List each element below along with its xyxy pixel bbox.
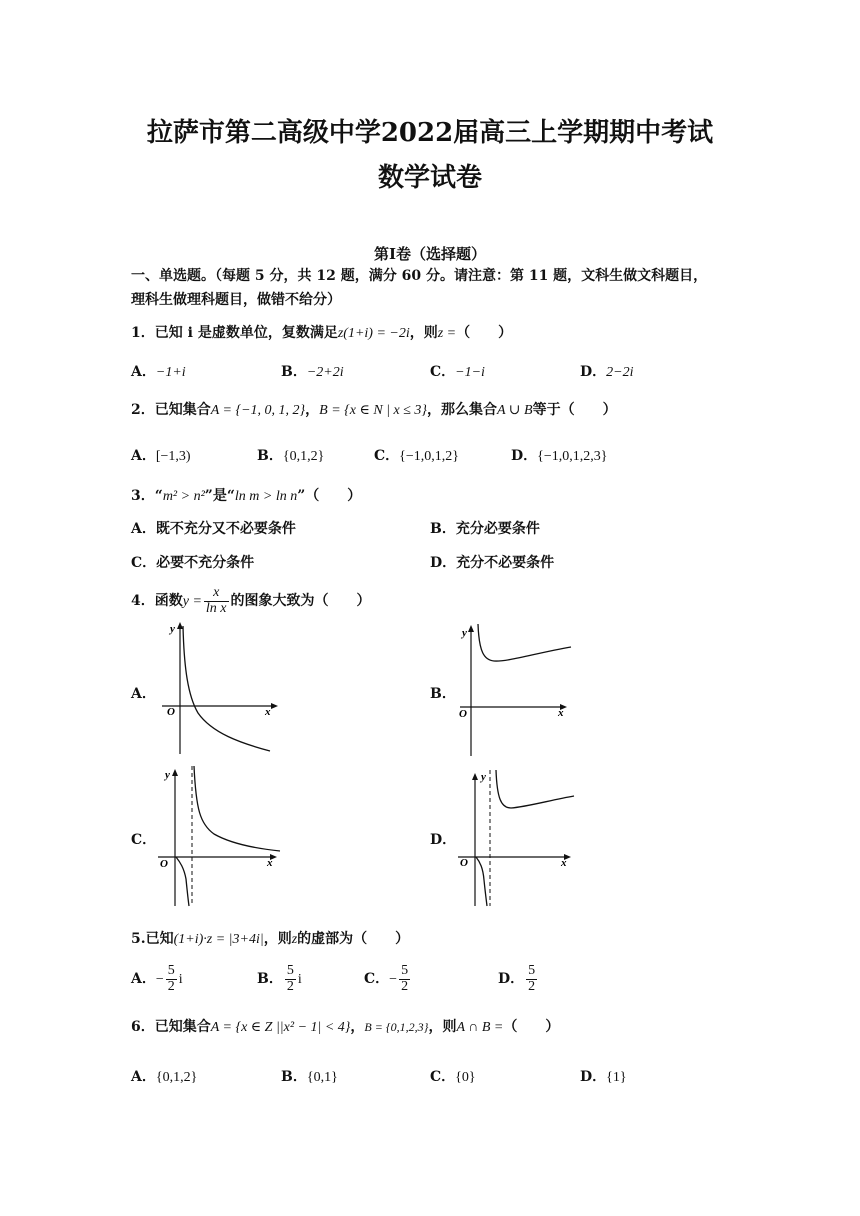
- option-d[interactable]: [498, 964, 539, 994]
- fraction-numerator: 5: [528, 963, 536, 978]
- graph-c[interactable]: [156, 764, 286, 909]
- section-title: 第Ⅰ卷（选择题）: [373, 245, 487, 263]
- option-value: −1+i: [155, 365, 186, 380]
- option-label: B．: [257, 971, 283, 988]
- question-number: 3．: [131, 488, 155, 504]
- question-2: [131, 399, 617, 419]
- question-text: ，则: [409, 325, 438, 341]
- option-label: B．: [257, 448, 283, 464]
- question-4: [131, 586, 371, 616]
- exam-subtitle: 数学试卷: [377, 163, 482, 193]
- option-value: {−1,0,1,2}: [399, 449, 459, 464]
- fraction-numerator: 5: [401, 963, 409, 978]
- graph-label-b[interactable]: B．: [430, 686, 456, 702]
- question-text: 已知集合: [154, 402, 211, 418]
- option-value: −2+2i: [306, 365, 344, 380]
- fraction-numerator: x: [204, 586, 229, 602]
- fraction-numerator: 5: [167, 963, 175, 978]
- math-expression: A ∪ B: [497, 403, 533, 418]
- curve: [478, 624, 571, 661]
- option-value: {0,1}: [306, 1070, 338, 1085]
- question-number: 4．: [131, 593, 155, 610]
- math-expression: A ∩ B =: [456, 1020, 504, 1035]
- option-d[interactable]: [580, 361, 633, 381]
- y-axis-label: y: [170, 623, 175, 635]
- question-text: ”是“: [204, 488, 235, 504]
- option-label: B．: [281, 364, 307, 380]
- question-text: ，则: [428, 1019, 457, 1035]
- option-a[interactable]: [131, 964, 183, 994]
- option-b[interactable]: [257, 445, 324, 465]
- option-value: {0,1,2}: [282, 449, 325, 464]
- option-b[interactable]: [257, 964, 302, 994]
- question-text: 等于（ ）: [532, 402, 617, 418]
- option-label: C．: [364, 971, 390, 988]
- math-expression: z(1+i) = −2i: [337, 326, 410, 341]
- option-value: [−1,3): [155, 449, 191, 464]
- question-text: 的虚部为（ ）: [297, 931, 410, 947]
- question-number: 6．: [131, 1019, 155, 1035]
- math-expression: B = {0,1,2,3}: [364, 1020, 429, 1034]
- curve: [183, 626, 270, 751]
- curve-left: [476, 857, 487, 906]
- exam-title: 拉萨市第二高级中学2022届高三上学期期中考试: [146, 118, 714, 148]
- option-label: D．: [511, 448, 538, 464]
- fraction: [399, 964, 410, 994]
- option-a[interactable]: [131, 361, 186, 381]
- option-d[interactable]: [430, 552, 554, 572]
- math-expression: z: [291, 932, 298, 947]
- math-expression: B = {x ∈ N | x ≤ 3}: [319, 403, 427, 418]
- y-axis-arrow: [472, 773, 478, 780]
- option-c[interactable]: [430, 1066, 476, 1086]
- option-a[interactable]: [131, 445, 191, 465]
- y-axis-arrow: [172, 769, 178, 776]
- instruction-line-1: 一、单选题。（每题 5 分，共 12 题，满分 60 分。请注意：第 11 题，文科生做文科题目，: [131, 268, 708, 284]
- question-number: 5.: [131, 931, 146, 947]
- curve-right: [496, 770, 574, 808]
- question-1: [131, 322, 512, 342]
- option-label: A．: [131, 521, 156, 537]
- option-suffix: i: [297, 972, 302, 988]
- graph-d[interactable]: [456, 768, 581, 908]
- fraction: [166, 964, 177, 994]
- question-text: ，则: [263, 931, 292, 947]
- option-label: C．: [131, 555, 157, 571]
- question-6: [131, 1016, 559, 1036]
- x-axis-label: x: [265, 706, 271, 718]
- option-label: D．: [580, 1069, 607, 1085]
- option-label: A．: [131, 448, 156, 464]
- option-value: −1−i: [455, 365, 485, 380]
- y-axis-label: y: [165, 769, 170, 781]
- option-c[interactable]: [430, 361, 485, 381]
- graph-b[interactable]: [456, 620, 581, 760]
- origin-label: O: [459, 708, 467, 720]
- y-axis-label: y: [462, 627, 467, 639]
- option-suffix: i: [178, 972, 183, 988]
- instruction-line-2: 理科生做理科题目，做错不给分）: [131, 292, 341, 308]
- x-axis-arrow: [271, 703, 278, 709]
- option-label: C．: [374, 448, 400, 464]
- option-label: C．: [430, 364, 456, 380]
- question-text: 的图象大致为（ ）: [230, 593, 371, 610]
- graph-label-a[interactable]: A．: [131, 686, 156, 702]
- option-value: {1}: [606, 1070, 627, 1085]
- option-value: 充分必要条件: [455, 521, 540, 537]
- y-axis-arrow: [177, 622, 183, 629]
- option-value: {0}: [455, 1070, 476, 1085]
- origin-label: O: [167, 706, 175, 718]
- curve-right: [194, 766, 280, 851]
- question-text: ，那么集合: [427, 402, 497, 418]
- option-label: B．: [430, 521, 456, 537]
- math-expression: A = {−1, 0, 1, 2}: [210, 403, 306, 418]
- option-label: D．: [430, 555, 457, 571]
- question-5: [131, 928, 409, 948]
- option-c[interactable]: [374, 445, 459, 465]
- option-a[interactable]: [131, 1066, 197, 1086]
- option-label: A．: [131, 971, 156, 988]
- fraction-denominator: ln x: [205, 600, 227, 616]
- option-b[interactable]: [430, 518, 540, 538]
- origin-label: O: [160, 858, 168, 870]
- x-axis-label: x: [558, 707, 564, 719]
- question-text: ”（ ）: [297, 488, 362, 504]
- option-b[interactable]: [281, 1066, 338, 1086]
- option-label: B．: [281, 1069, 307, 1085]
- question-text: ，: [305, 402, 320, 418]
- graph-label-c[interactable]: C．: [131, 832, 157, 848]
- option-label: D．: [498, 971, 525, 988]
- question-text: 已知: [145, 931, 174, 947]
- option-a[interactable]: [131, 518, 296, 538]
- option-sign: −: [155, 972, 164, 988]
- fraction-denominator: 2: [167, 978, 175, 994]
- option-value: 2−2i: [606, 365, 634, 380]
- math-expression: m² > n²: [162, 489, 205, 504]
- question-text: （ ）: [503, 1019, 560, 1035]
- math-expression: z =: [437, 326, 457, 341]
- question-text: “: [154, 488, 163, 504]
- question-text: 函数: [154, 593, 183, 610]
- fraction: [285, 964, 296, 994]
- option-b[interactable]: [281, 361, 344, 381]
- question-3: [131, 485, 361, 505]
- fraction: [526, 964, 537, 994]
- option-label: A．: [131, 1069, 156, 1085]
- graph-a[interactable]: [160, 618, 285, 758]
- fraction: [204, 586, 229, 616]
- math-expression: ln m > ln n: [234, 489, 298, 504]
- graph-label-d[interactable]: D．: [430, 832, 457, 848]
- option-value: {−1,0,1,2,3}: [537, 449, 608, 464]
- fraction-denominator: 2: [286, 978, 294, 994]
- math-expression: y =: [182, 594, 202, 610]
- question-text: ，: [350, 1019, 365, 1035]
- question-number: 2．: [131, 402, 155, 418]
- fraction-denominator: 2: [401, 978, 409, 994]
- origin-label: O: [460, 857, 468, 869]
- curve-left: [176, 857, 189, 906]
- question-text: （ ）: [456, 325, 513, 341]
- fraction-numerator: 5: [286, 963, 294, 978]
- math-expression: (1+i)·z = |3+4i|: [173, 932, 264, 947]
- option-value: 必要不充分条件: [156, 555, 255, 571]
- option-value: 既不充分又不必要条件: [155, 521, 296, 537]
- option-value: 充分不必要条件: [456, 555, 555, 571]
- question-text: 已知集合: [154, 1019, 211, 1035]
- y-axis-label: y: [481, 771, 486, 783]
- x-axis-label: x: [267, 857, 273, 869]
- option-c[interactable]: [364, 964, 412, 994]
- option-label: D．: [580, 364, 607, 380]
- option-label: C．: [430, 1069, 456, 1085]
- option-label: A．: [131, 364, 156, 380]
- x-axis-label: x: [561, 857, 567, 869]
- option-d[interactable]: [580, 1066, 627, 1086]
- math-expression: A = {x ∈ Z ||x² − 1| < 4}: [210, 1020, 351, 1035]
- option-sign: −: [389, 972, 398, 988]
- fraction-denominator: 2: [528, 978, 536, 994]
- y-axis-arrow: [468, 625, 474, 632]
- option-d[interactable]: [511, 445, 607, 465]
- question-number: 1．: [131, 325, 155, 341]
- question-text: 已知 i 是虚数单位，复数满足: [154, 325, 338, 341]
- option-value: {0,1,2}: [155, 1070, 198, 1085]
- option-c[interactable]: [131, 552, 254, 572]
